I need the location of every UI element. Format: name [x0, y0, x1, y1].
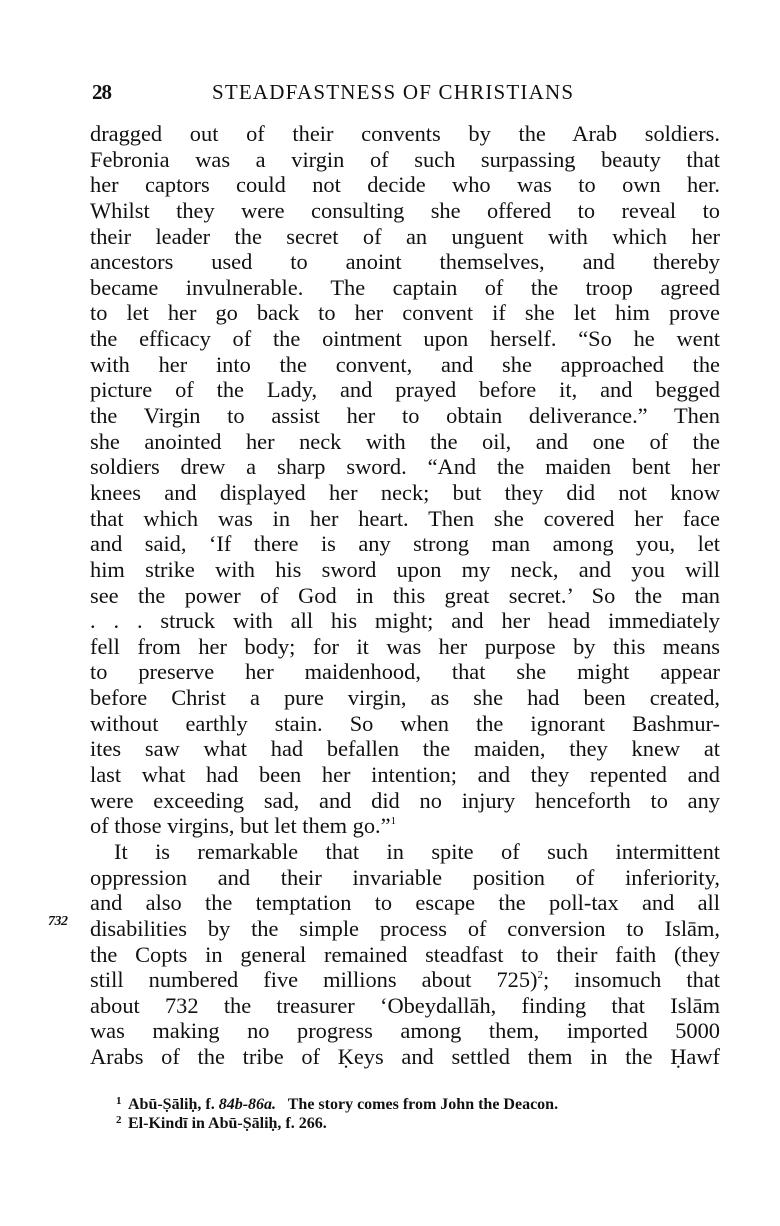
footnotes	[116, 1095, 716, 1133]
text-line: see the power of God in this great secret.’ So the man	[90, 582, 720, 608]
text-line: . . . struck with all his might; and her head immediately	[90, 608, 720, 634]
text-line: with her into the convent, and she approached the	[90, 351, 720, 377]
text-line: oppression and their invariable position of inferiority,	[90, 864, 720, 890]
text-line: picture of the Lady, and prayed before it, and begged	[90, 377, 720, 403]
text-line: fell from her body; for it was her purpose by this means	[90, 633, 720, 659]
text-line: knees and displayed her neck; but they did not know	[90, 479, 720, 505]
footnote-2: 2 El-Kindī in Abū-Ṣāliḥ, f. 266.	[116, 1114, 327, 1132]
text-line: of those virgins, but let them go.”$^1$	[90, 813, 397, 839]
text-line: Arabs of the tribe of Ḳeys and settled them in the Ḥawf	[90, 1044, 720, 1070]
margin-note-year: 732	[48, 914, 68, 929]
text-line: Whilst they were consulting she offered to reveal to	[90, 197, 720, 223]
text-line: became invulnerable. The captain of the troop agreed	[90, 274, 720, 300]
footnote-1: 1 Abū-Ṣāliḥ, f. 84b-86a. The story comes from John the Deacon.	[116, 1095, 559, 1113]
text-line: that which was in her heart. Then she covered her face	[90, 505, 720, 531]
text-line: dragged out of their convents by the Arab soldiers.	[90, 121, 720, 146]
text-line: the Copts in general remained steadfast to their faith (they	[90, 941, 720, 967]
text-line: before Christ a pure virgin, as she had been created,	[90, 685, 720, 711]
footnote-reference[interactable]: 2	[537, 969, 543, 982]
text-line: her captors could not decide who was to own her.	[90, 172, 720, 198]
footnote-reference[interactable]: 1	[390, 815, 397, 828]
text-line: him strike with his sword upon my neck, and you will	[90, 556, 720, 582]
paragraph-start-line: It is remarkable that in spite of such intermittent	[114, 838, 720, 864]
text-line: their leader the secret of an unguent with which her	[90, 223, 720, 249]
running-title: STEADFASTNESS OF CHRISTIANS	[212, 80, 575, 104]
text-line: disabilities by the simple process of conversion to Islām,	[90, 915, 720, 941]
page-number: 28	[92, 80, 111, 104]
text-line: the efficacy of the ointment upon herself. “So he went	[90, 326, 720, 352]
text-line: ites saw what had befallen the maiden, they knew at	[90, 736, 720, 762]
body-text	[90, 121, 720, 1070]
text-line: to let her go back to her convent if she let him prove	[90, 300, 720, 326]
text-line: still numbered five millions about 725)$^2$; insomuch that	[90, 967, 720, 993]
text-line: without earthly stain. So when the ignorant Bashmur-	[90, 710, 720, 736]
text-line: the Virgin to assist her to obtain deliverance.” Then	[90, 403, 720, 429]
text-line: and said, ‘If there is any strong man among you, let	[90, 531, 720, 557]
text-line: soldiers drew a sharp sword. “And the maiden bent her	[90, 454, 720, 480]
text-line: were exceeding sad, and did no injury henceforth to any	[90, 787, 720, 813]
text-line: was making no progress among them, imported 5000	[90, 1018, 720, 1044]
text-line: Febronia was a virgin of such surpassing beauty that	[90, 146, 720, 172]
text-line: last what had been her intention; and they repented and	[90, 762, 720, 788]
text-line: and also the temptation to escape the poll-tax and all	[90, 890, 720, 916]
text-line: ancestors used to anoint themselves, and thereby	[90, 249, 720, 275]
text-line: she anointed her neck with the oil, and one of the	[90, 428, 720, 454]
text-line: to preserve her maidenhood, that she might appear	[90, 659, 720, 685]
running-head	[0, 80, 780, 108]
text-line: about 732 the treasurer ‘Obeydallāh, finding that Islām	[90, 992, 720, 1018]
